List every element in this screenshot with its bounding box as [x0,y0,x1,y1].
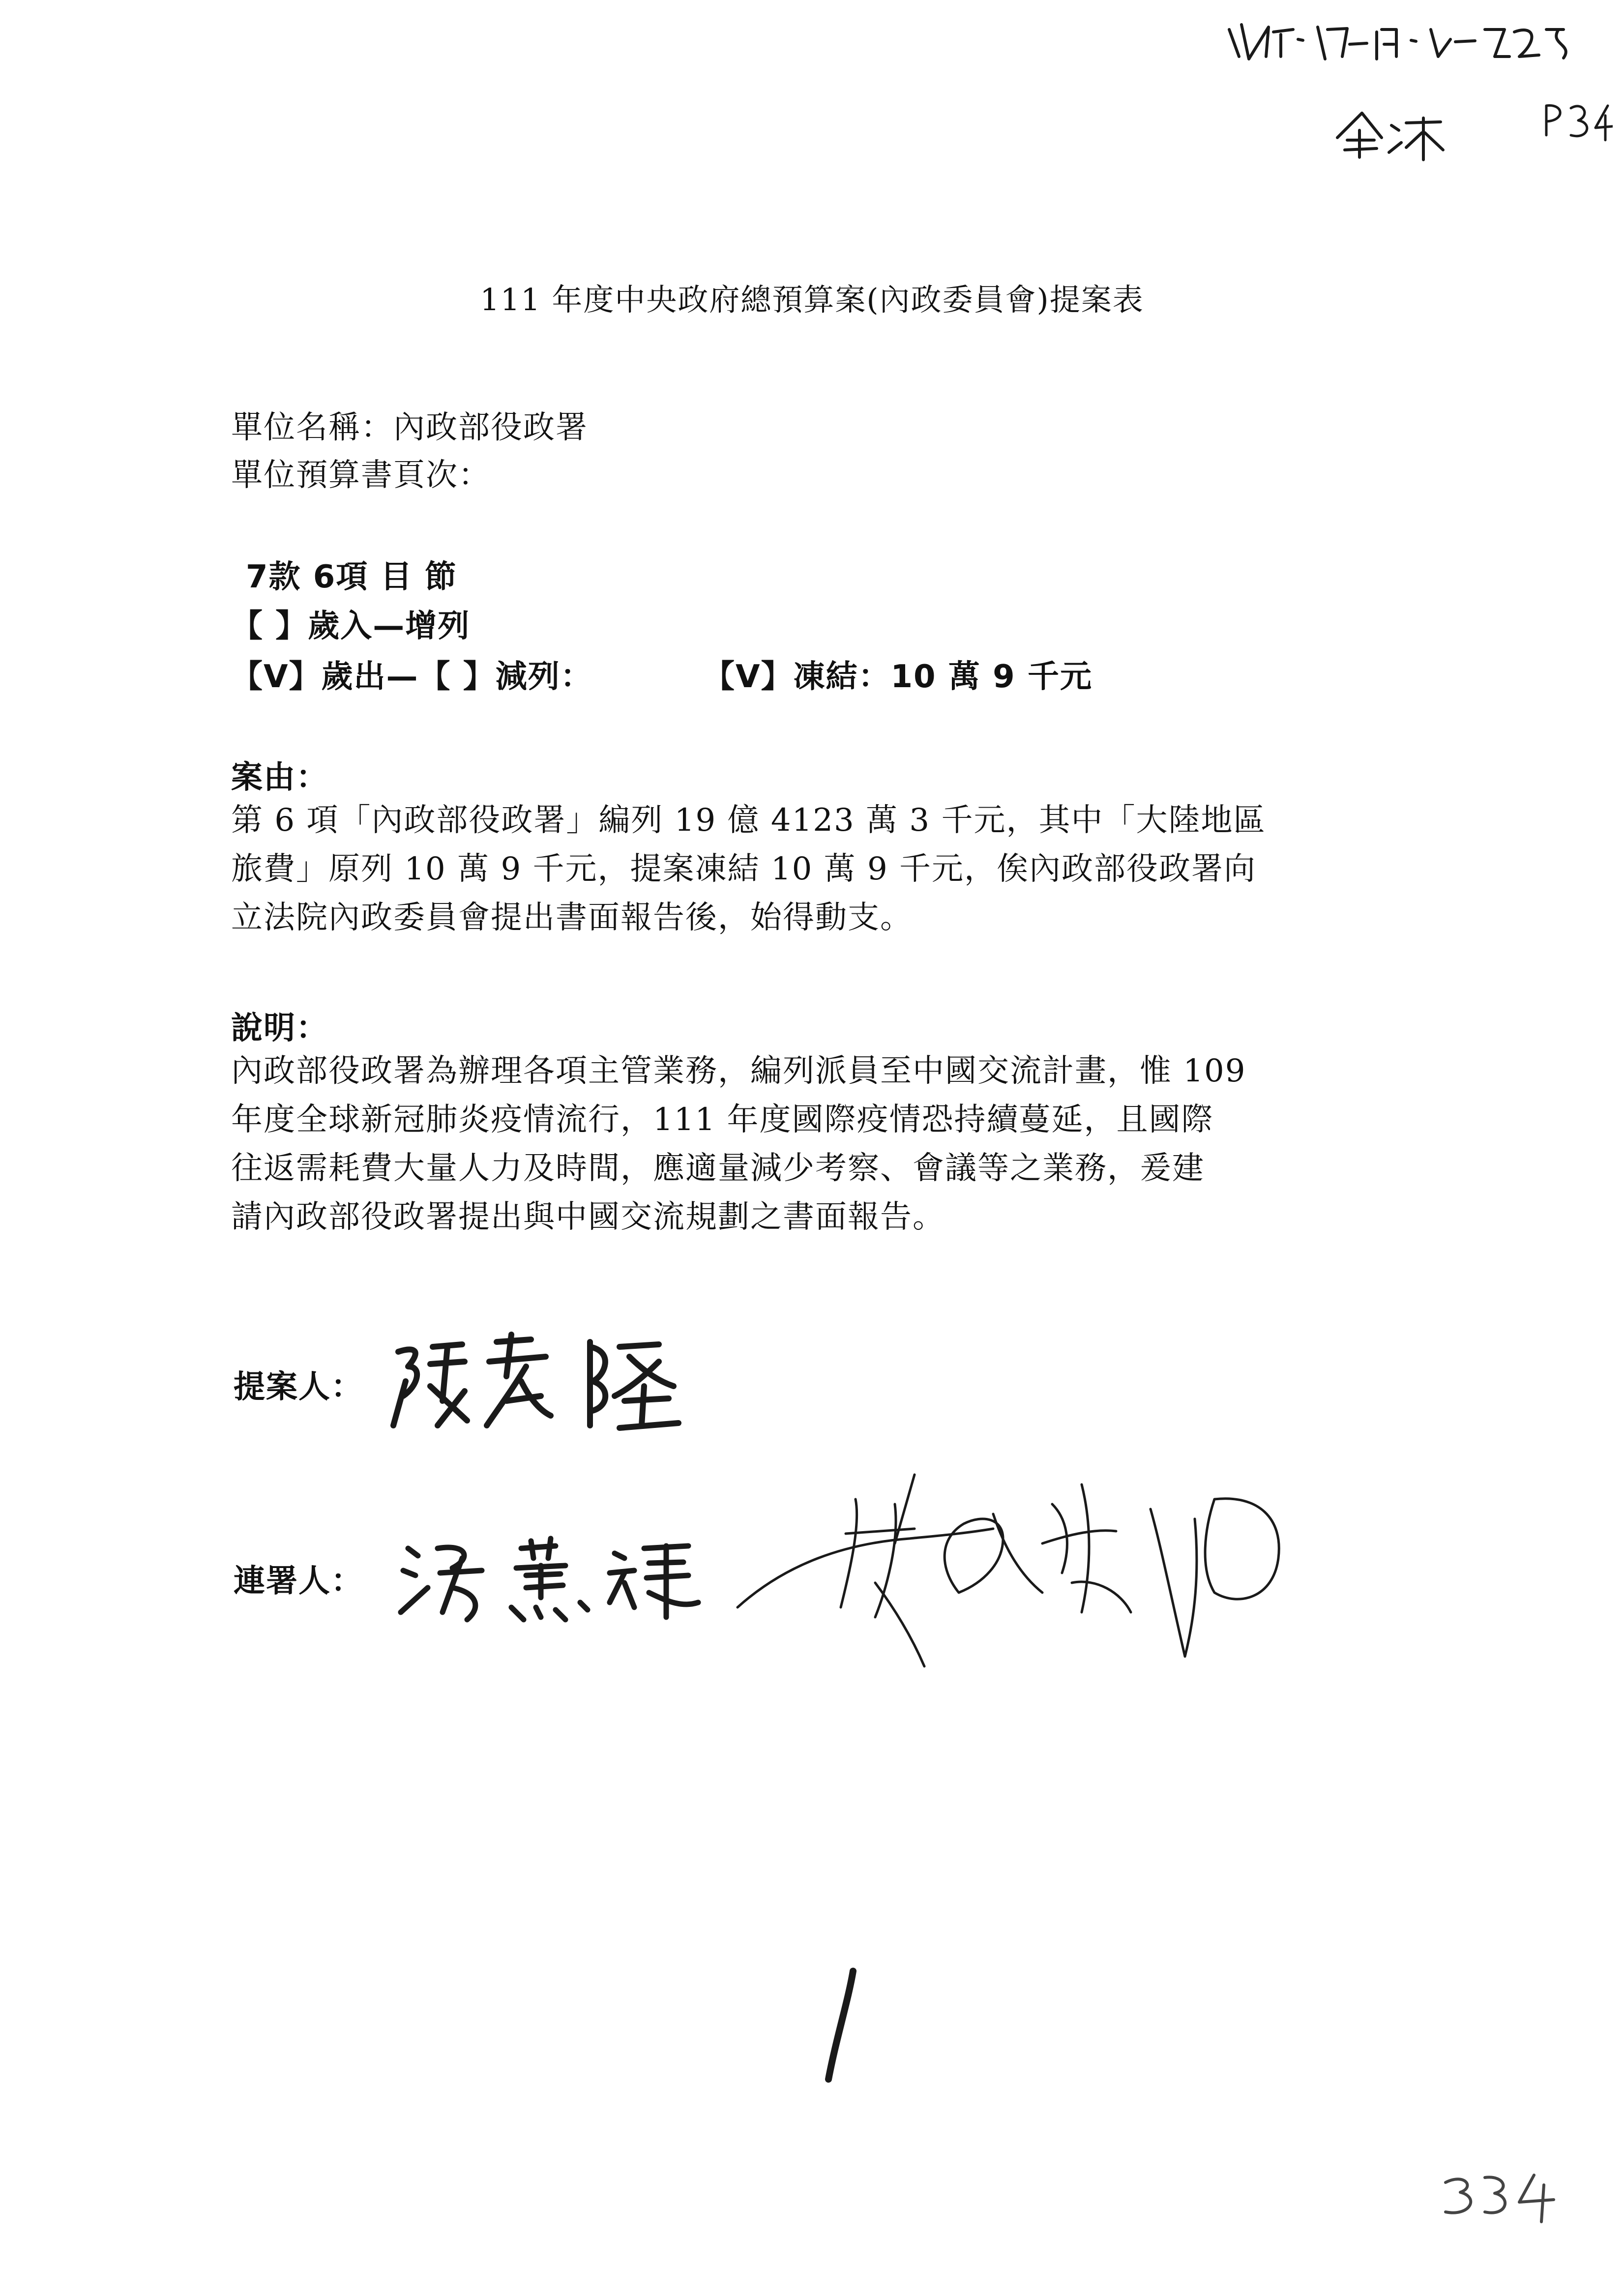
handwritten-page-ref-drawing [1539,96,1613,145]
explanation-line: 請內政部役政署提出與中國交流規劃之書面報告。 [231,1199,945,1235]
explanation-line: 往返需耗費大量人力及時間，應適量減少考察、會議等之業務，爰建 [231,1150,1205,1187]
handwritten-top-note-drawing [1219,10,1613,69]
handwritten-sub-note-drawing [1328,103,1450,162]
cosigner-signature-1 [393,1529,747,1627]
explanation-heading: 說明： [231,1010,328,1046]
expenditure-line: 【V】歲出—【 】減列： [231,659,593,695]
reason-line: 旅費」原列 10 萬 9 千元，提案凍結 10 萬 9 千元，俟內政部役政署向 [231,851,1257,887]
handwritten-page-number-drawing [806,1961,865,2089]
proposer-signature-drawing [384,1327,688,1440]
proposer-signature [384,1327,688,1440]
unit-name: 單位名稱：內政部役政署 [231,409,588,446]
handwritten-bottom-note-drawing [1436,2163,1564,2227]
cosigner-signature-2-drawing [728,1445,1342,1701]
proposer-label: 提案人： [234,1369,363,1405]
revenue-line: 【 】歲入—增列 [231,608,471,644]
reason-heading: 案由： [231,759,328,796]
handwritten-page-number [806,1961,865,2089]
cosigner-label: 連署人： [234,1563,363,1599]
freeze-line: 【V】凍結：10 萬 9 千元 [703,659,1093,695]
handwritten-sub-note [1328,103,1450,162]
budget-item: 7款 6項 目 節 [246,559,457,595]
handwritten-bottom-note [1436,2163,1564,2227]
cosigner-signature-2 [728,1445,1342,1701]
handwritten-page-ref [1539,96,1613,145]
reason-line: 立法院內政委員會提出書面報告後，始得動支。 [231,900,913,936]
unit-budget-page: 單位預算書頁次： [231,457,491,494]
reason-line: 第 6 項「內政部役政署」編列 19 億 4123 萬 3 千元，其中「大陸地區 [231,802,1266,839]
handwritten-top-note [1219,10,1613,69]
reason-paragraph [231,796,1391,942]
cosigner-signature-1-drawing [393,1529,747,1627]
explanation-line: 年度全球新冠肺炎疫情流行，111 年度國際疫情恐持續蔓延，且國際 [231,1102,1214,1138]
explanation-line: 內政部役政署為辦理各項主管業務，編列派員至中國交流計畫，惟 109 [231,1053,1246,1089]
explanation-paragraph [231,1047,1391,1242]
document-title: 111 年度中央政府總預算案(內政委員會)提案表 [480,282,1144,318]
